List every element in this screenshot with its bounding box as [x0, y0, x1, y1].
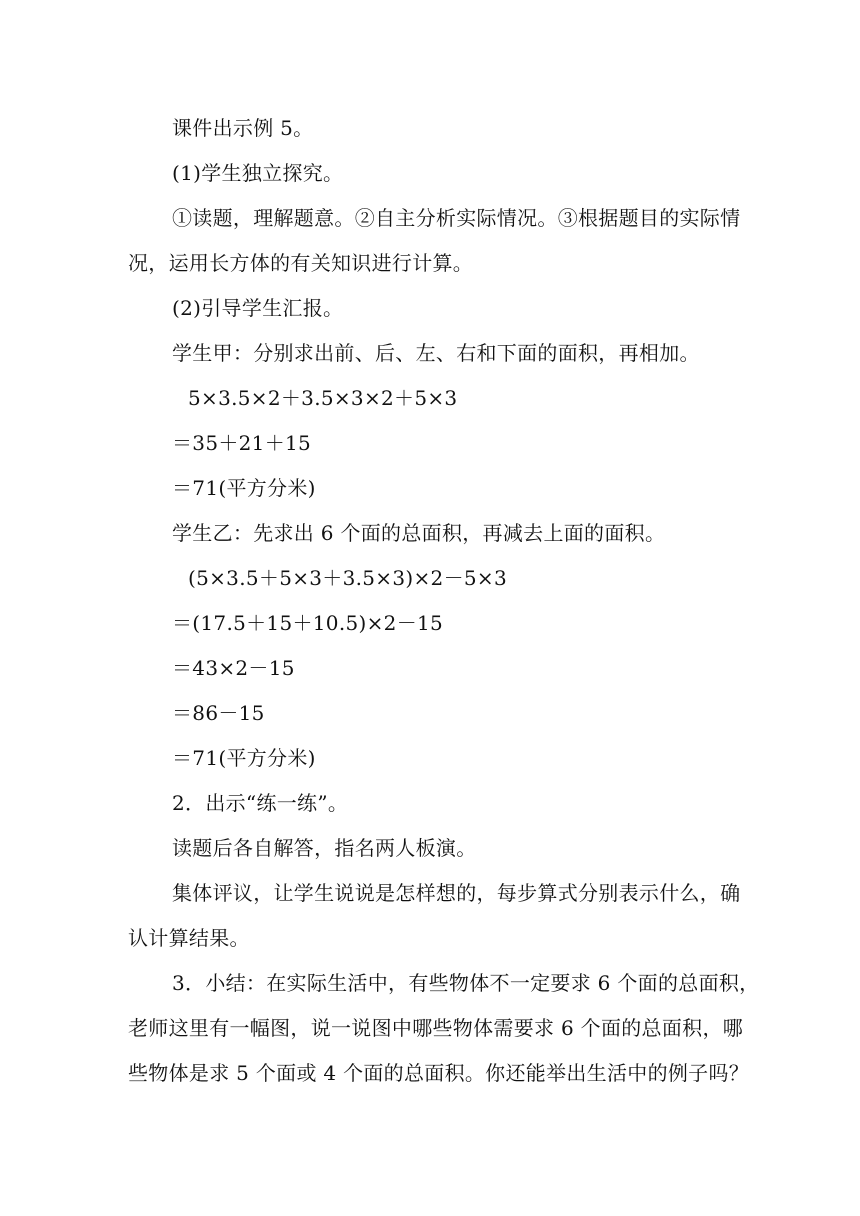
text-line-step1-detail: ①读题，理解题意。②自主分析实际情况。③根据题目的实际情: [172, 206, 741, 230]
formula-b-result: ＝71(平方分米): [172, 746, 316, 770]
text-line-intro: 课件出示例 5。: [172, 116, 314, 140]
text-line-practice-detail: 读题后各自解答，指名两人板演。: [172, 836, 477, 860]
formula-b-line2: ＝(17.5＋15＋10.5)×2－15: [172, 611, 444, 635]
formula-b-line4: ＝86－15: [172, 701, 265, 725]
formula-b-line3: ＝43×2－15: [172, 656, 295, 680]
text-line-student-b: 学生乙：先求出 6 个面的总面积，再减去上面的面积。: [172, 521, 666, 545]
text-line-step2-heading: (2)引导学生汇报。: [172, 296, 344, 320]
formula-a-line1: 5×3.5×2＋3.5×3×2＋5×3: [188, 386, 458, 410]
text-line-summary-cont1: 老师这里有一幅图，说一说图中哪些物体需要求 6 个面的总面积，哪: [128, 1016, 744, 1040]
text-line-review: 集体评议，让学生说说是怎样想的，每步算式分别表示什么，确: [172, 881, 741, 905]
text-line-practice-heading: 2．出示“练一练”。: [172, 791, 349, 815]
text-line-step1-detail-cont: 况，运用长方体的有关知识进行计算。: [128, 251, 474, 275]
formula-a-line2: ＝35＋21＋15: [172, 431, 312, 455]
text-line-step1-heading: (1)学生独立探究。: [172, 161, 344, 185]
text-line-summary: 3．小结：在实际生活中，有些物体不一定要求 6 个面的总面积，: [172, 971, 760, 995]
text-line-summary-cont2: 些物体是求 5 个面或 4 个面的总面积。你还能举出生活中的例子吗？: [128, 1061, 750, 1085]
text-line-review-cont: 认计算结果。: [128, 926, 250, 950]
formula-b-line1: (5×3.5＋5×3＋3.5×3)×2－5×3: [188, 566, 507, 590]
text-line-student-a: 学生甲：分别求出前、后、左、右和下面的面积，再相加。: [172, 341, 700, 365]
formula-a-result: ＝71(平方分米): [172, 476, 316, 500]
